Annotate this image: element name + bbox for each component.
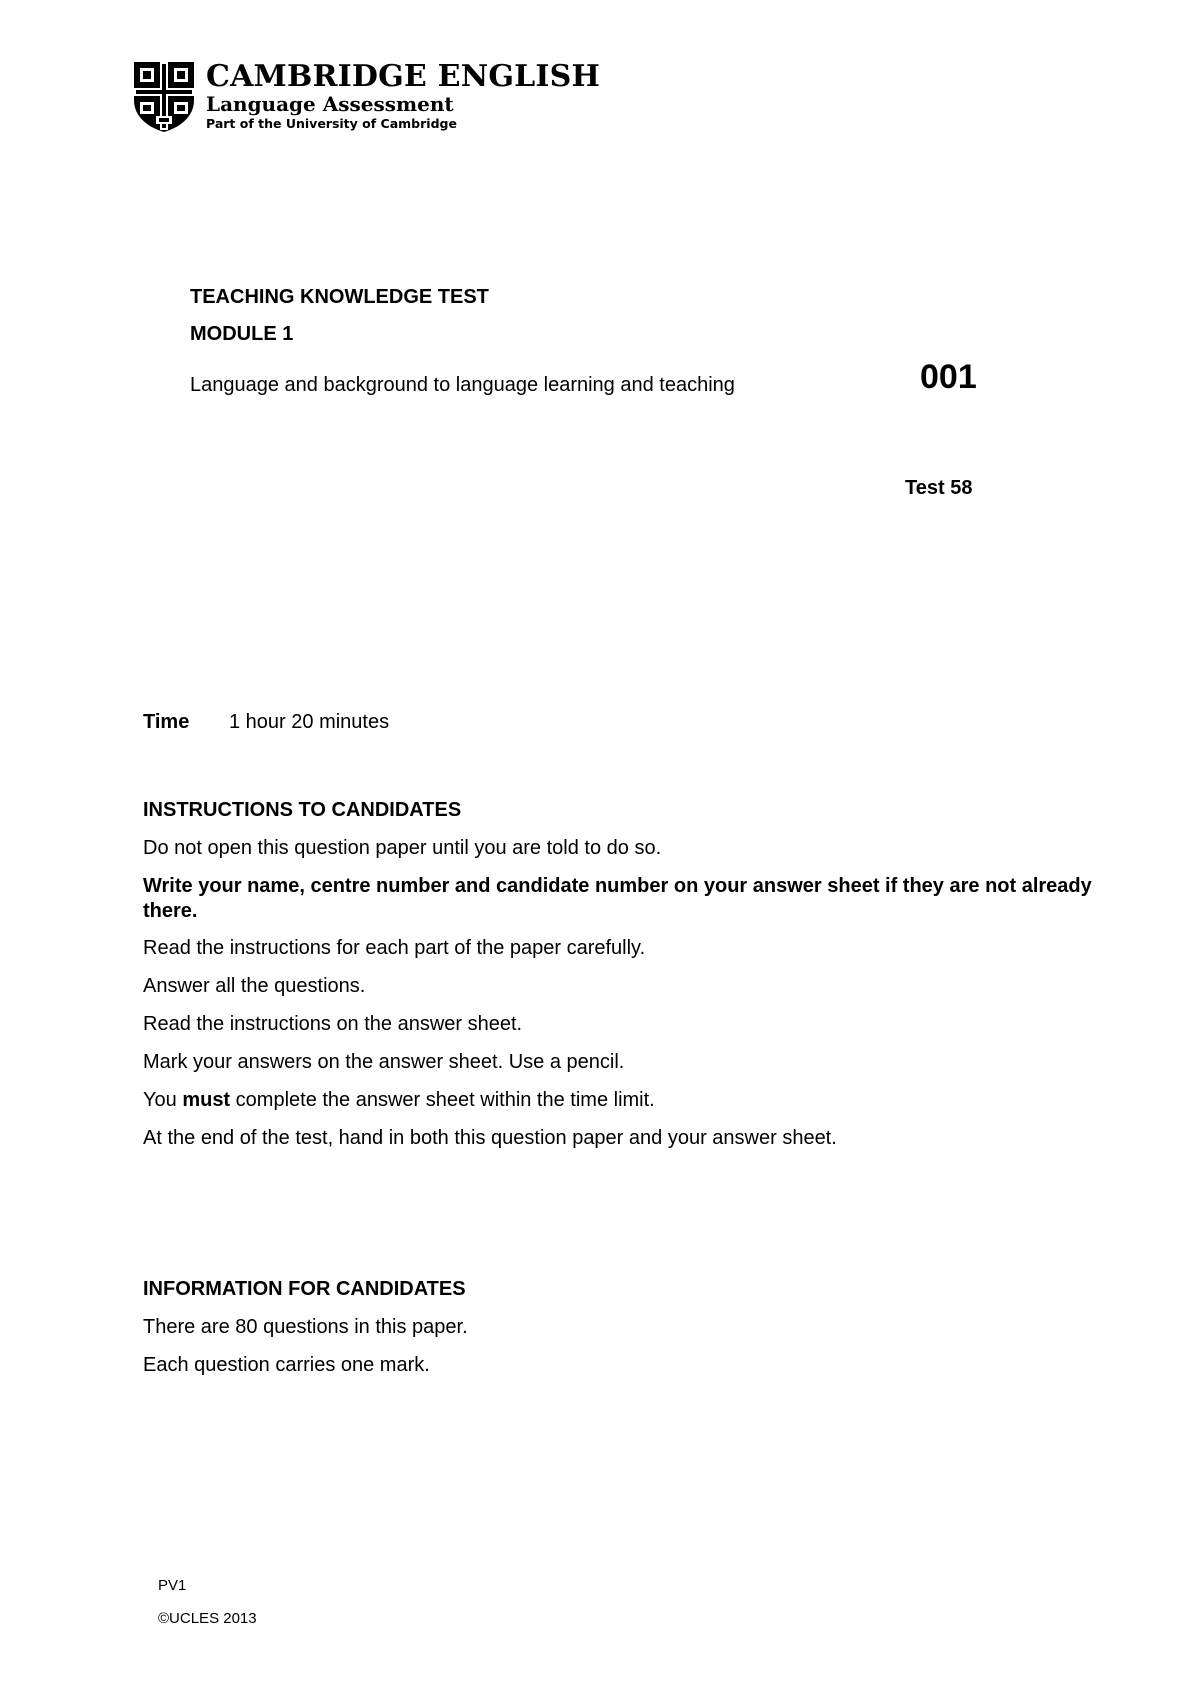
instruction-line-8: At the end of the test, hand in both this question paper and your answer sheet. bbox=[143, 1127, 837, 1149]
test-title: TEACHING KNOWLEDGE TEST bbox=[190, 286, 489, 308]
logo-title: CAMBRIDGE ENGLISH bbox=[206, 59, 601, 94]
instruction-line-2: Write your name, centre number and candidate number on your answer sheet if they are not already there. bbox=[143, 875, 1092, 922]
information-line-2: Each question carries one mark. bbox=[143, 1354, 430, 1376]
time-label: Time bbox=[143, 711, 190, 733]
copyright: ©UCLES 2013 bbox=[158, 1610, 257, 1627]
instruction-line-4: Answer all the questions. bbox=[143, 975, 366, 997]
information-heading: INFORMATION FOR CANDIDATES bbox=[143, 1278, 466, 1300]
module-label: MODULE 1 bbox=[190, 323, 294, 345]
instruction-line-6: Mark your answers on the answer sheet. Use a pencil. bbox=[143, 1051, 625, 1073]
instruction-line-7 bbox=[143, 1088, 655, 1112]
instruction-line-7-pre: You bbox=[143, 1089, 183, 1111]
shield-crest-icon bbox=[132, 60, 196, 134]
test-number: Test 58 bbox=[905, 477, 973, 499]
instruction-line-3: Read the instructions for each part of the paper carefully. bbox=[143, 937, 646, 959]
instruction-line-7-emphasis: must bbox=[182, 1089, 231, 1111]
time-value: 1 hour 20 minutes bbox=[229, 711, 390, 733]
paper-version: PV1 bbox=[158, 1577, 187, 1594]
module-description: Language and background to language learning and teaching bbox=[190, 374, 735, 396]
instructions-heading: INSTRUCTIONS TO CANDIDATES bbox=[143, 799, 462, 821]
cambridge-english-logo bbox=[132, 60, 612, 140]
instruction-line-7-post: complete the answer sheet within the time limit. bbox=[230, 1089, 655, 1111]
logo-subtitle: Language Assessment bbox=[206, 92, 454, 116]
instruction-line-5: Read the instructions on the answer sheet. bbox=[143, 1013, 523, 1035]
logo-tagline: Part of the University of Cambridge bbox=[206, 116, 457, 131]
paper-code: 001 bbox=[920, 358, 977, 396]
instruction-line-1: Do not open this question paper until you are told to do so. bbox=[143, 837, 662, 859]
information-line-1: There are 80 questions in this paper. bbox=[143, 1316, 468, 1338]
